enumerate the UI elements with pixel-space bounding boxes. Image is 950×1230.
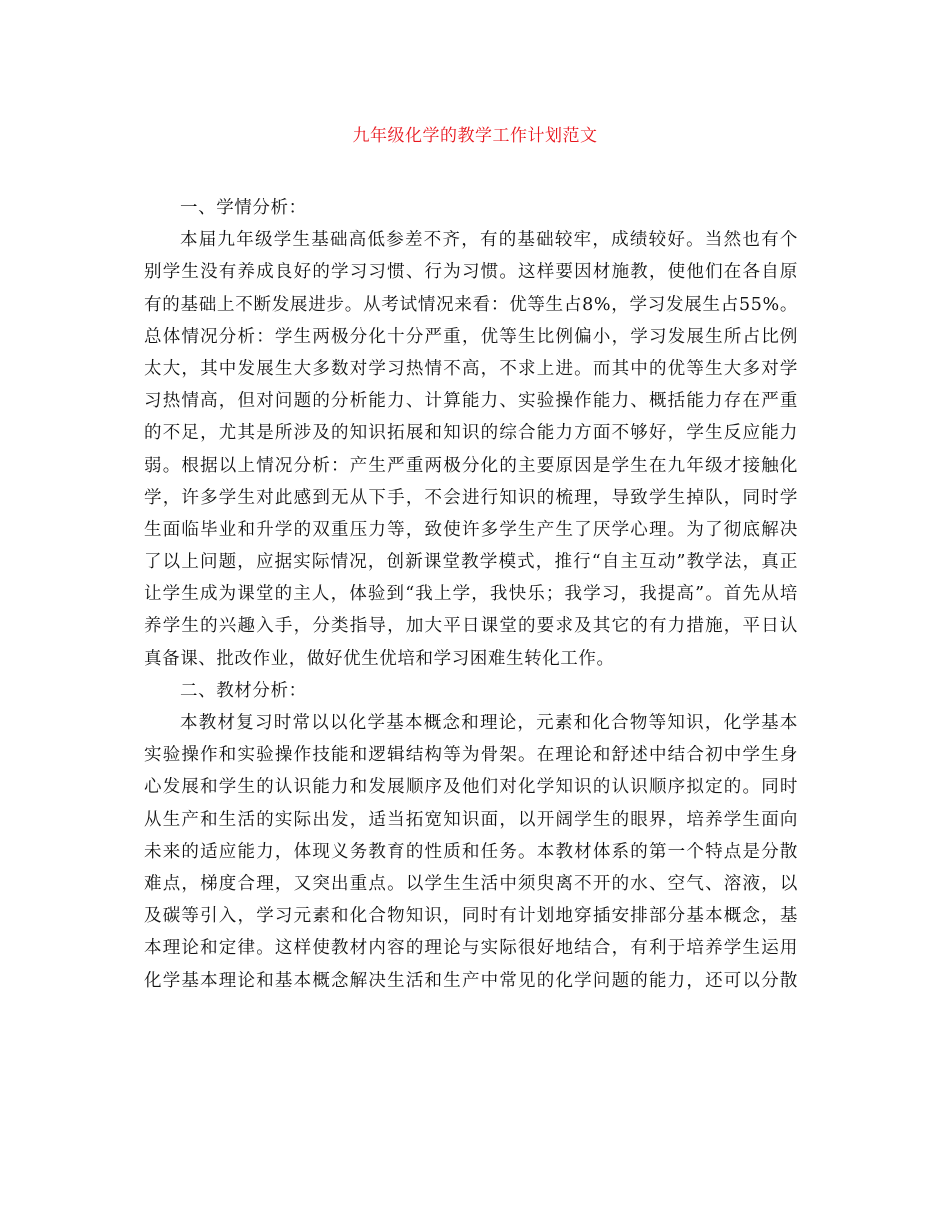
text-line: 一、学情分析： xyxy=(180,198,307,218)
text-line: 太大，其中发展生大多数对学习热情不高，不求上进。而其中的优等生大多对学 xyxy=(144,358,798,379)
text-line: 了以上问题，应据实际情况，创新课堂教学模式，推行“自主互动”教学法，真正 xyxy=(144,552,798,573)
text-line: 习热情高，但对问题的分析能力、计算能力、实验操作能力、概括能力存在严重 xyxy=(144,391,798,412)
document-body xyxy=(144,192,798,997)
text-line: 有的基础上不断发展进步。从考试情况来看：优等生占8%，学习发展生占55%。 xyxy=(144,294,798,315)
text-line: 弱。根据以上情况分析：产生严重两极分化的主要原因是学生在九年级才接触化 xyxy=(144,455,798,476)
text-line: 学，许多学生对此感到无从下手，不会进行知识的梳理，导致学生掉队，同时学 xyxy=(144,487,798,508)
text-line: 实验操作和实验操作技能和逻辑结构等为骨架。在理论和舒述中结合初中学生身 xyxy=(144,745,798,766)
text-line: 化学基本理论和基本概念解决生活和生产中常见的化学问题的能力，还可以分散 xyxy=(144,970,798,991)
text-line: 及碳等引入，学习元素和化合物知识，同时有计划地穿插安排部分基本概念，基 xyxy=(144,906,798,927)
text-line: 养学生的兴趣入手，分类指导，加大平日课堂的要求及其它的有力措施，平日认 xyxy=(144,616,798,637)
text-line: 未来的适应能力，体现义务教育的性质和任务。本教材体系的第一个特点是分散 xyxy=(144,841,798,862)
text-line: 总体情况分析：学生两极分化十分严重，优等生比例偏小，学习发展生所占比例 xyxy=(144,326,798,347)
document-title: 九年级化学的教学工作计划范文 xyxy=(352,126,598,146)
text-line: 生面临毕业和升学的双重压力等，致使许多学生产生了厌学心理。为了彻底解决 xyxy=(144,519,798,540)
text-line: 让学生成为课堂的主人，体验到“我上学，我快乐；我学习，我提高”。首先从培 xyxy=(144,584,798,605)
text-line: 别学生没有养成良好的学习习惯、行为习惯。这样要因材施教，使他们在各自原 xyxy=(144,262,798,283)
text-line: 真备课、批改作业，做好优生优培和学习困难生转化工作。 xyxy=(144,648,615,669)
text-line: 心发展和学生的认识能力和发展顺序及他们对化学知识的认识顺序拟定的。同时 xyxy=(144,777,798,798)
text-line: 难点，梯度合理，又突出重点。以学生生活中须臾离不开的水、空气、溶液，以 xyxy=(144,873,798,894)
text-line: 的不足，尤其是所涉及的知识拓展和知识的综合能力方面不够好，学生反应能力 xyxy=(144,423,798,444)
text-line: 从生产和生活的实际出发，适当拓宽知识面，以开阔学生的眼界，培养学生面向 xyxy=(144,809,798,830)
text-line: 本理论和定律。这样使教材内容的理论与实际很好地结合，有利于培养学生运用 xyxy=(144,938,798,959)
text-line: 本教材复习时常以以化学基本概念和理论，元素和化合物等知识，化学基本 xyxy=(180,713,798,733)
text-line: 二、教材分析： xyxy=(180,680,307,701)
text-line: 本届九年级学生基础高低参差不齐，有的基础较牢，成绩较好。当然也有个 xyxy=(180,230,798,251)
